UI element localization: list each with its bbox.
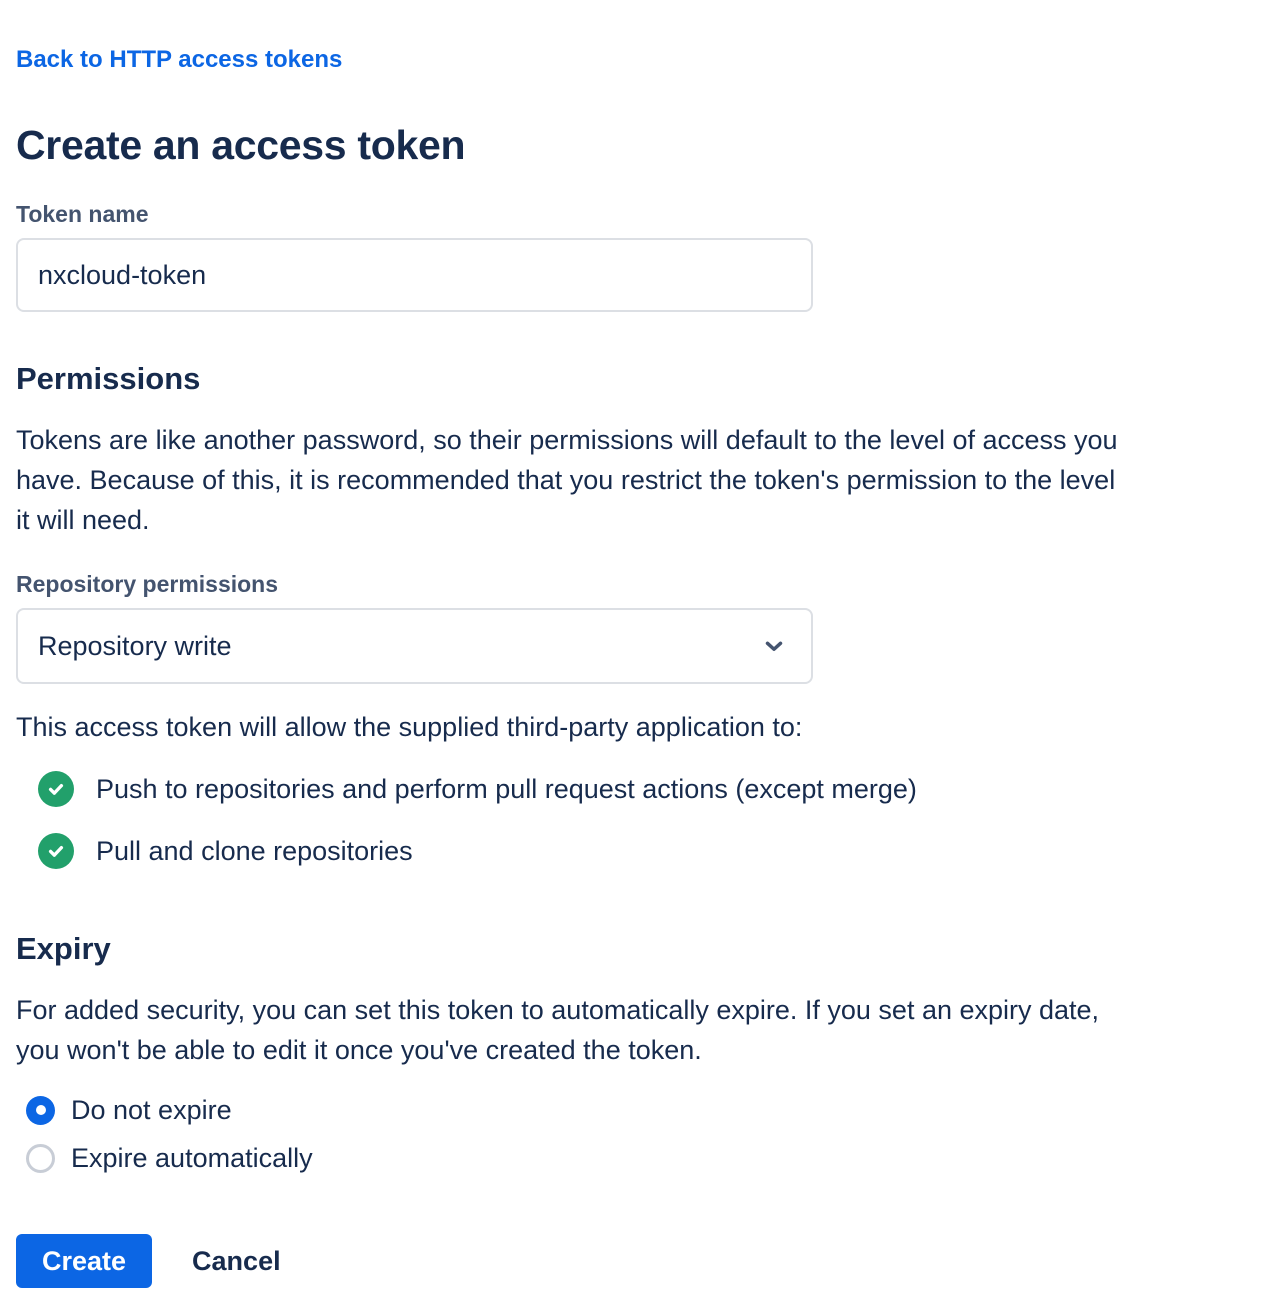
list-item [38,820,1258,882]
chevron-down-icon [761,633,787,659]
expiry-options [16,1086,1258,1182]
token-name-input[interactable] [16,238,813,312]
permissions-description-line: Tokens are like another password, so their permissions will default to the level of access you [16,425,1118,455]
radio-do-not-expire[interactable] [26,1086,1258,1134]
expiry-description-line: For added security, you can set this token to automatically expire. If you set an expiry date, [16,995,1100,1025]
token-allow-intro: This access token will allow the supplied third-party application to: [16,712,803,742]
radio-unselected-icon[interactable] [26,1144,55,1173]
expiry-description-line: you won't be able to edit it once you've created the token. [16,1035,702,1065]
expiry-description [16,990,1258,1070]
radio-label: Expire automatically [71,1142,313,1173]
expiry-heading: Expiry [16,931,111,966]
check-circle-icon [38,833,74,869]
token-name-label: Token name [16,201,149,227]
permissions-description-line: have. Because of this, it is recommended that you restrict the token's permission to the level [16,465,1116,495]
permissions-heading: Permissions [16,361,201,396]
cancel-button[interactable]: Cancel [192,1245,281,1276]
repository-permissions-selected-value: Repository write [38,630,232,661]
page-title: Create an access token [16,122,466,168]
create-button[interactable]: Create [16,1234,152,1288]
check-circle-icon [38,771,74,807]
granted-permissions-list [16,758,1258,882]
granted-permission-label: Push to repositories and perform pull request actions (except merge) [96,773,917,804]
radio-expire-automatically[interactable] [26,1134,1258,1182]
radio-selected-icon[interactable] [26,1096,55,1125]
radio-label: Do not expire [71,1094,232,1125]
repository-permissions-label: Repository permissions [16,571,279,597]
permissions-description [16,420,1258,540]
repository-permissions-select[interactable] [16,608,813,684]
list-item [38,758,1258,820]
back-to-http-access-tokens-link[interactable]: Back to HTTP access tokens [16,46,343,73]
permissions-description-line: it will need. [16,505,150,535]
granted-permission-label: Pull and clone repositories [96,835,413,866]
form-actions [16,1234,1258,1288]
